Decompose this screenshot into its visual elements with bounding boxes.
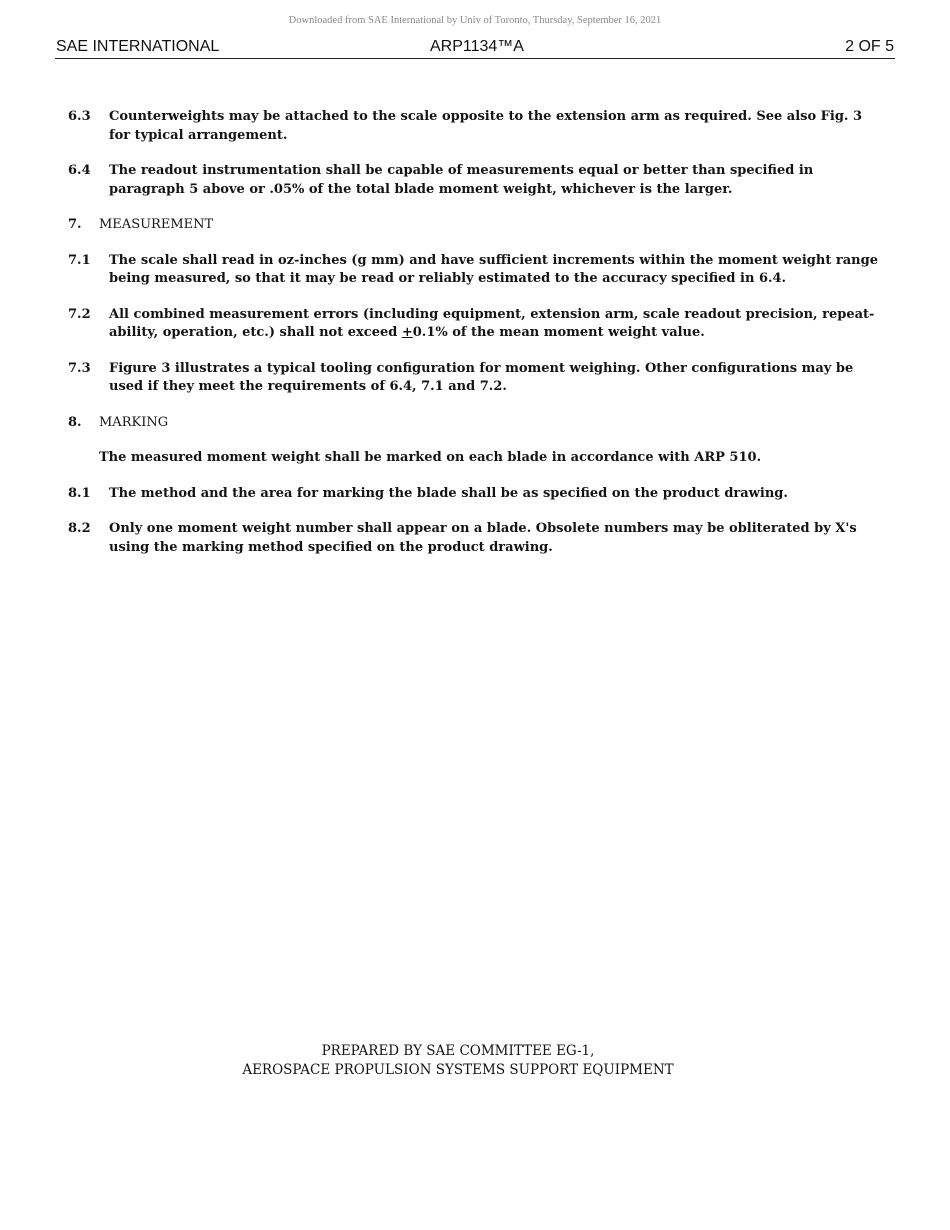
- paragraph-7-1: [68, 252, 883, 289]
- paragraph-6-3: [68, 108, 883, 145]
- section-heading-8: [68, 414, 883, 433]
- paragraph-text: The readout instrumentation shall be capable of measurements equal or better than specified in paragraph 5 above or .05% of the total blade moment weight, whichever is the larger.: [109, 163, 814, 197]
- committee-footer: [0, 1042, 916, 1080]
- section-8-intro: The measured moment weight shall be marked on each blade in accordance with ARP 510.: [99, 450, 762, 465]
- header-organization: SAE INTERNATIONAL: [56, 38, 220, 55]
- paragraph-number: 7.3: [68, 360, 91, 376]
- download-notice: Downloaded from SAE International by Univ of Toronto, Thursday, September 16, 2021: [288, 15, 662, 26]
- section-heading-7: [68, 216, 883, 235]
- paragraph-number: 7.1: [68, 252, 91, 268]
- document-body: [68, 108, 883, 574]
- paragraph-8-1: [68, 485, 883, 504]
- header-document-number: ARP1134™A: [430, 38, 524, 55]
- paragraph-text: Figure 3 illustrates a typical tooling configuration for moment weighing. Other configurations may be used if they meet the requirements of 6.4, 7.1 and 7.2.: [109, 360, 854, 394]
- paragraph-number: 8.2: [68, 521, 91, 536]
- page-header: [55, 37, 895, 59]
- section-number: 7.: [68, 217, 82, 232]
- footer-line-1: PREPARED BY SAE COMMITTEE EG-1,: [321, 1043, 595, 1059]
- paragraph-text-start: All combined measurement errors (including equipment, extension arm, scale readout precision, repeat-ability, operation, etc.) shall not exceed: [109, 306, 875, 340]
- paragraph-text: Only one moment weight number shall appear on a blade. Obsolete numbers may be obliterated by X's using the marking method specified on the product drawing.: [109, 521, 857, 555]
- paragraph-text-end: 0.1% of the mean moment weight value.: [412, 325, 705, 340]
- paragraph-number: 7.2: [68, 306, 91, 322]
- paragraph-7-2: [68, 306, 883, 343]
- section-title: MEASUREMENT: [99, 217, 214, 232]
- header-page-number: 2 OF 5: [845, 38, 894, 55]
- section-title: MARKING: [99, 414, 169, 430]
- paragraph-text: The scale shall read in oz-inches (g mm) and have sufficient increments within the moment weight range being measured, so that it may be read or reliably estimated to the accuracy specified in 6.4.: [109, 252, 878, 286]
- paragraph-text: The method and the area for marking the blade shall be as specified on the product drawing.: [109, 485, 788, 501]
- paragraph-number: 8.1: [68, 485, 91, 501]
- paragraph-6-4: [68, 162, 883, 199]
- plus-minus-sign: +: [401, 325, 413, 340]
- paragraph-text: Counterweights may be attached to the scale opposite to the extension arm as required. See also Fig. 3 for typical arrangement.: [109, 109, 863, 143]
- paragraph-text: [109, 306, 883, 343]
- paragraph-7-3: [68, 360, 883, 397]
- section-number: 8.: [68, 414, 82, 430]
- paragraph-number: 6.4: [68, 163, 91, 178]
- paragraph-8-2: [68, 520, 883, 557]
- paragraph-number: 6.3: [68, 109, 91, 124]
- footer-line-2: AEROSPACE PROPULSION SYSTEMS SUPPORT EQUIPMENT: [242, 1062, 674, 1078]
